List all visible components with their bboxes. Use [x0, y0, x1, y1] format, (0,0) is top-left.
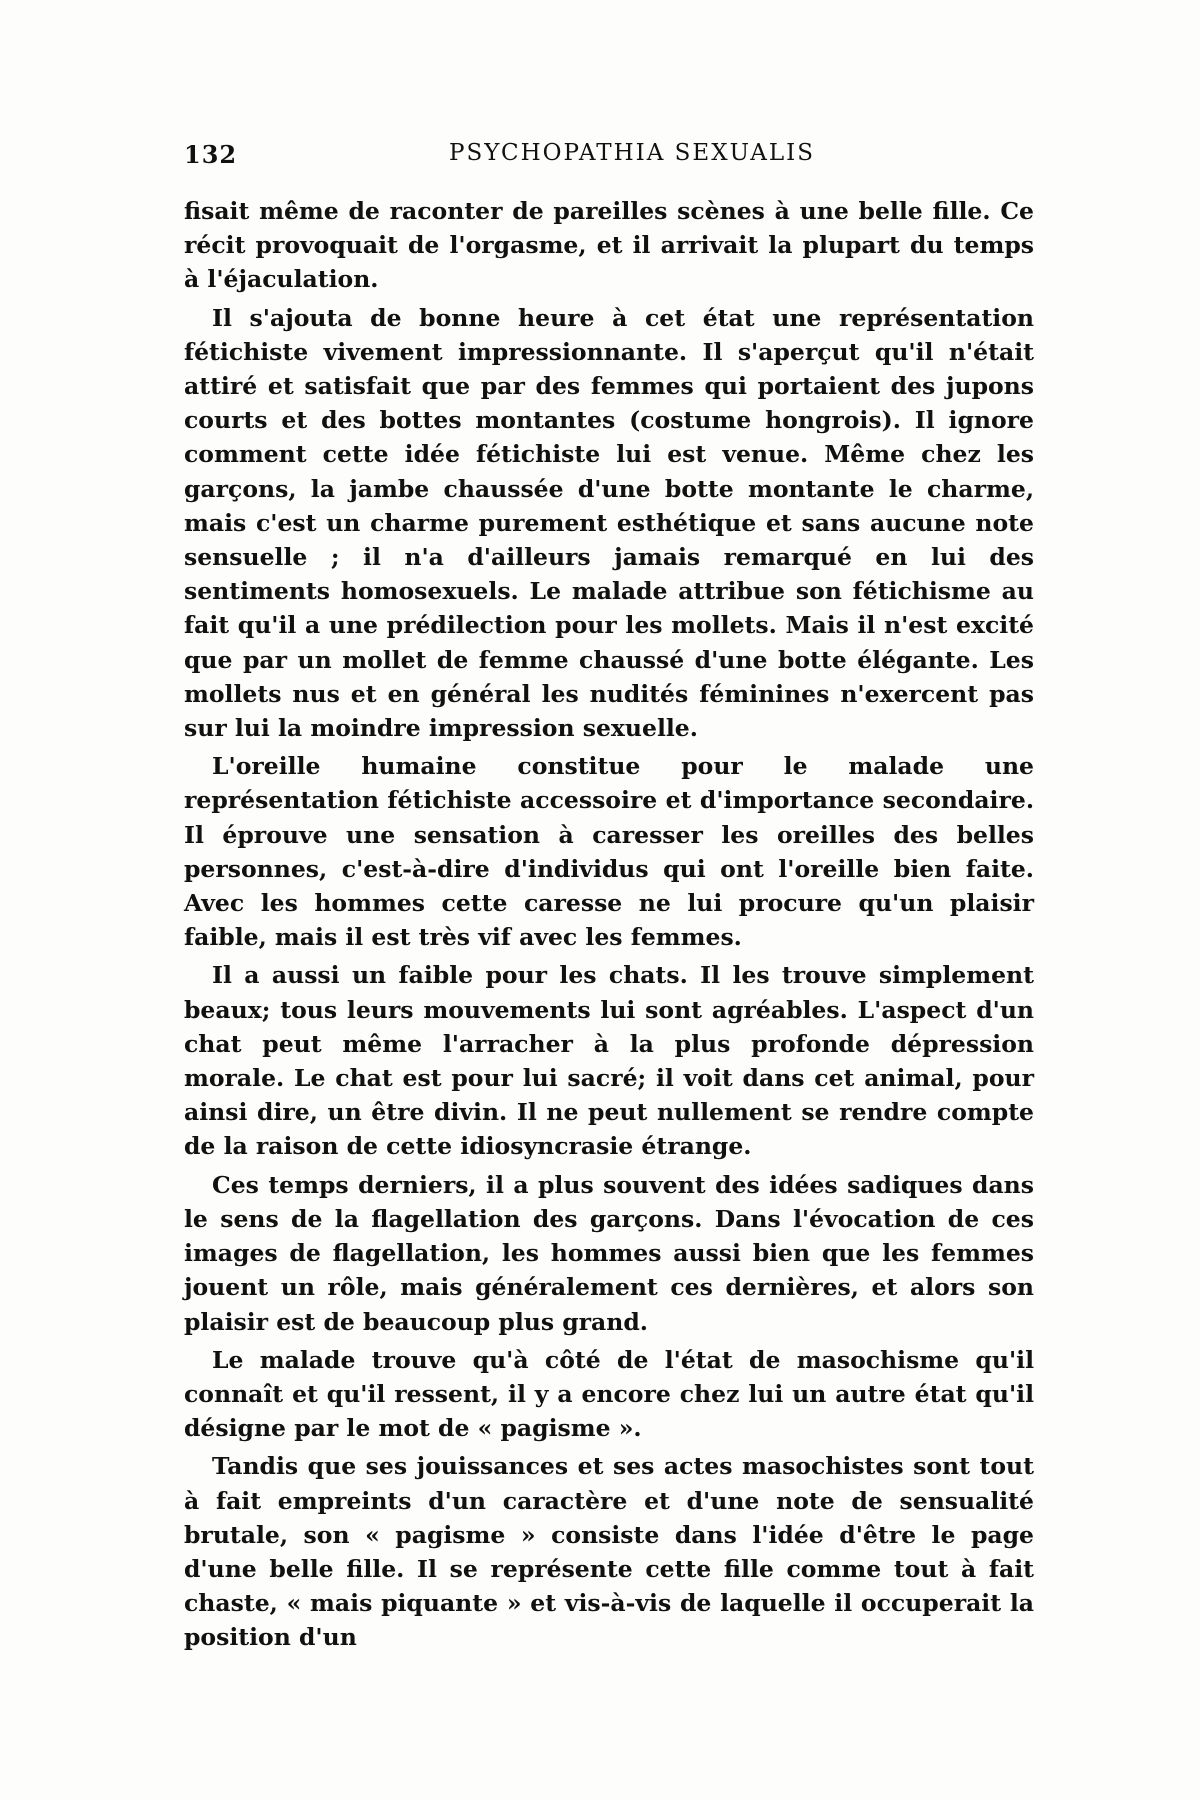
body-text [184, 194, 1034, 1655]
paragraph-sadistic: Ces temps derniers, il a plus souvent des idées sadiques dans le sens de la flagellation des garçons. Dans l'évocation de ces images de flagellation, les hommes aussi bien que les femmes jouent un rôle, mais généralement ces dernières, et alors son plaisir est de beaucoup plus grand. [184, 1170, 1034, 1336]
paragraph-ear: L'oreille humaine constitue pour le malade une représentation fétichiste accessoire et d'importance secondaire. Il éprouve une sensation à caresser les oreilles des belles personnes, c'est-à-dire d'individus qui ont l'oreille bien faite. Avec les hommes cette caresse ne lui procure qu'un plaisir faible, mais il est très vif avec les femmes. [184, 752, 1034, 952]
page-header [184, 140, 1040, 180]
paragraph-pagisme-intro: Le malade trouve qu'à côté de l'état de masochisme qu'il connaît et qu'il ressent, il y a encore chez lui un autre état qu'il désigne par le mot de « pagisme ». [184, 1345, 1034, 1443]
paragraph-pagisme: Tandis que ses jouissances et ses actes masochistes sont tout à fait empreints d'un caractère et d'une note de sensualité brutale, son « pagisme » consiste dans l'idée d'être le page d'une belle fille. Il se représente cette fille comme tout à fait chaste, « mais piquante » et vis-à-vis de laquelle il occuperait la position d'un [184, 1452, 1034, 1652]
paragraph-cats: Il a aussi un faible pour les chats. Il les trouve simplement beaux; tous leurs mouvements lui sont agréables. L'aspect d'un chat peut même l'arracher à la plus profonde dépression morale. Le chat est pour lui sacré; il voit dans cet animal, pour ainsi dire, un être divin. Il ne peut nullement se rendre compte de la raison de cette idiosyncrasie étrange. [184, 961, 1034, 1161]
paragraph-fetish: Il s'ajouta de bonne heure à cet état une représentation fétichiste vivement impressionnante. Il s'aperçut qu'il n'était attiré et satisfait que par des femmes qui portaient des jupons courts et des bottes montantes (costume hongrois). Il ignore comment cette idée fétichiste lui est venue. Même chez les garçons, la jambe chaussée d'une botte montante le charme, mais c'est un charme purement esthétique et sans aucune note sensuelle ; il n'a d'ailleurs jamais remarqué en lui des sentiments homosexuels. Le malade attribue son fétichisme au fait qu'il a une prédilection pour les mollets. Mais il n'est excité que par un mollet de femme chaussé d'une botte élégante. Les mollets nus et en général les nudités féminines n'exercent pas sur lui la moindre impression sexuelle. [184, 303, 1034, 743]
page-number: 132 [184, 140, 238, 169]
paragraph-continued: fisait même de raconter de pareilles scènes à une belle fille. Ce récit provoquait de l'orgasme, et il arrivait la plupart du temps à l'éjaculation. [184, 197, 1034, 294]
running-title: PSYCHOPATHIA SEXUALIS [449, 140, 815, 166]
